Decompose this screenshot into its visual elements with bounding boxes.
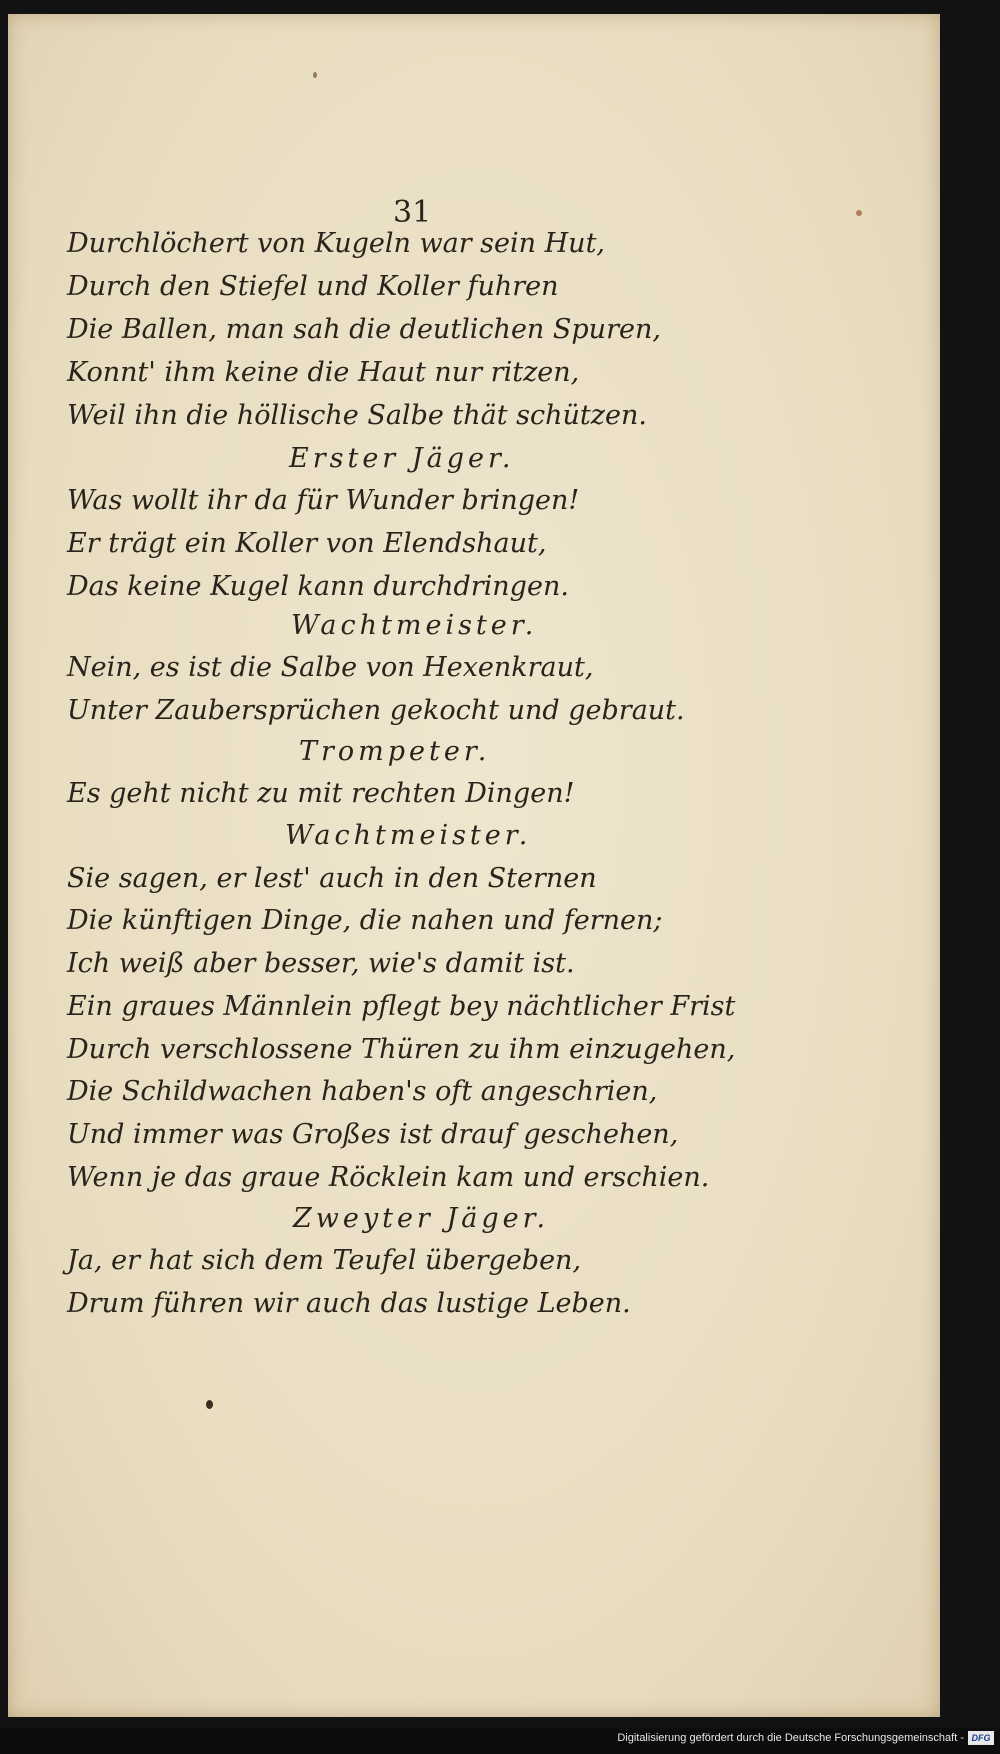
foxing-spot (313, 72, 317, 78)
verse-line: Und immer was Großes ist drauf geschehen, (67, 1119, 679, 1150)
speaker-heading: Wachtmeister. (285, 820, 532, 851)
verse-line: Sie sagen, er lest' auch in den Sternen (67, 863, 597, 894)
verse-line: Es geht nicht zu mit rechten Dingen! (67, 778, 575, 809)
verse-line: Die Schildwachen haben's oft angeschrien, (67, 1076, 658, 1107)
verse-line: Weil ihn die höllische Salbe thät schützen. (67, 400, 647, 431)
speaker-heading: Erster Jäger. (289, 443, 515, 474)
verse-line: Konnt' ihm keine die Haut nur ritzen, (67, 357, 580, 388)
verse-line: Drum führen wir auch das lustige Leben. (67, 1288, 631, 1319)
book-page (8, 14, 940, 1717)
verse-line: Die Ballen, man sah die deutlichen Spuren, (67, 314, 661, 345)
verse-line: Das keine Kugel kann durchdringen. (67, 571, 569, 602)
verse-line: Nein, es ist die Salbe von Hexenkraut, (67, 652, 594, 683)
verse-line: Ja, er hat sich dem Teufel übergeben, (67, 1245, 582, 1276)
ink-spot (206, 1400, 213, 1409)
verse-line: Durchlöchert von Kugeln war sein Hut, (67, 228, 605, 259)
funding-credit: Digitalisierung gefördert durch die Deutsche Forschungsgemeinschaft - (617, 1732, 964, 1744)
verse-line: Was wollt ihr da für Wunder bringen! (67, 485, 580, 516)
page-number: 31 (393, 195, 432, 230)
verse-line: Durch den Stiefel und Koller fuhren (67, 271, 559, 302)
speaker-heading: Wachtmeister. (291, 610, 538, 641)
verse-line: Wenn je das graue Röcklein kam und erschien. (67, 1162, 710, 1193)
verse-line: Unter Zaubersprüchen gekocht und gebraut. (67, 695, 685, 726)
speaker-heading: Trompeter. (299, 736, 491, 767)
verse-line: Durch verschlossene Thüren zu ihm einzugehen, (67, 1034, 736, 1065)
foxing-spot (856, 210, 862, 216)
dfg-logo: DFG (968, 1731, 994, 1745)
verse-line: Ein graues Männlein pflegt bey nächtlicher Frist (67, 991, 736, 1022)
speaker-heading: Zweyter Jäger. (293, 1203, 550, 1234)
verse-line: Ich weiß aber besser, wie's damit ist. (67, 948, 575, 979)
verse-line: Er trägt ein Koller von Elendshaut, (67, 528, 547, 559)
verse-line: Die künftigen Dinge, die nahen und fernen; (67, 905, 663, 936)
